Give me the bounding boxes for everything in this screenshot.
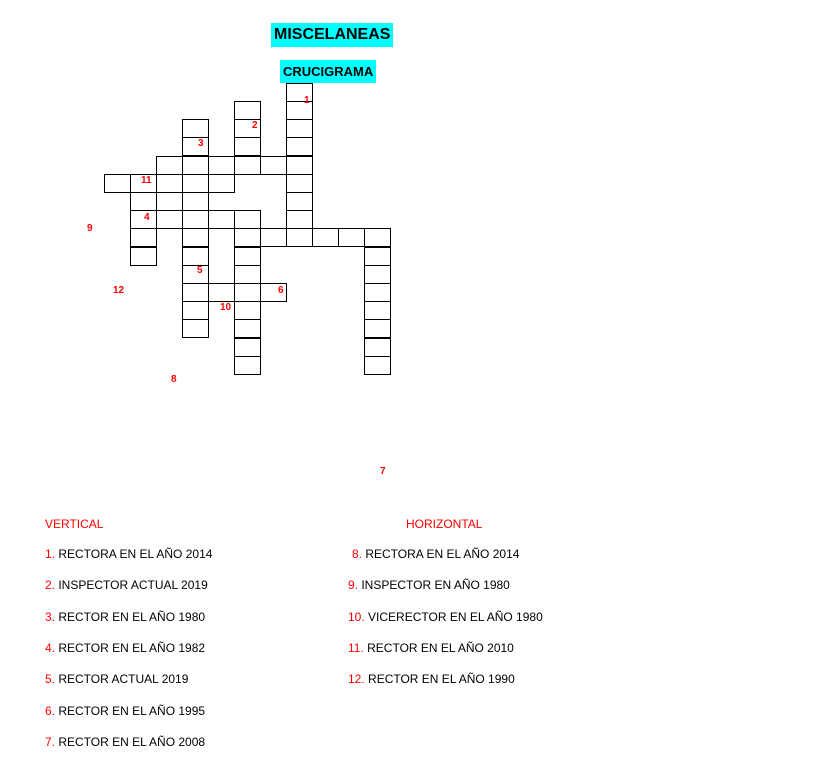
- crossword-cell[interactable]: [234, 228, 261, 247]
- clue-number-10: 10: [220, 302, 232, 313]
- crossword-cell[interactable]: [182, 283, 209, 302]
- crossword-cell[interactable]: [312, 228, 339, 247]
- crossword-cell[interactable]: [182, 265, 209, 284]
- crossword-cell[interactable]: [364, 228, 391, 247]
- clue-number-4: 4: [144, 212, 150, 223]
- page-title: MISCELANEAS: [271, 23, 393, 47]
- clue-number-7: 7: [380, 466, 386, 477]
- crossword-cell[interactable]: [130, 247, 157, 266]
- horizontal-clue: 11. RECTOR EN EL AÑO 2010: [348, 641, 514, 655]
- crossword-cell[interactable]: [364, 265, 391, 284]
- crossword-cell[interactable]: [234, 137, 261, 156]
- crossword-cell[interactable]: [234, 247, 261, 266]
- crossword-cell[interactable]: [182, 119, 209, 138]
- crossword-cell[interactable]: [364, 247, 391, 266]
- crossword-cell[interactable]: [182, 228, 209, 247]
- clue-number-9: 9: [87, 223, 93, 234]
- crossword-cell[interactable]: [286, 210, 313, 229]
- clue-number-5: 5: [197, 265, 203, 276]
- crossword-cell[interactable]: [234, 101, 261, 120]
- crossword-cell[interactable]: [208, 156, 235, 175]
- crossword-cell[interactable]: [286, 119, 313, 138]
- vertical-clue: 6. RECTOR EN EL AÑO 1995: [45, 704, 206, 718]
- vertical-clue: 7. RECTOR EN EL AÑO 2008: [45, 735, 206, 749]
- crossword-cell[interactable]: [208, 210, 235, 229]
- crossword-cell[interactable]: [286, 174, 313, 193]
- crossword-cell[interactable]: [182, 319, 209, 338]
- crossword-cell[interactable]: [182, 247, 209, 266]
- crossword-cell[interactable]: [234, 265, 261, 284]
- vertical-clue: 5. RECTOR ACTUAL 2019: [45, 672, 189, 686]
- crossword-cell[interactable]: [234, 319, 261, 338]
- crossword-cell[interactable]: [156, 156, 183, 175]
- crossword-cell[interactable]: [156, 174, 183, 193]
- crossword-cell[interactable]: [286, 228, 313, 247]
- horizontal-heading: HORIZONTAL: [406, 517, 483, 531]
- crossword-cell[interactable]: [208, 174, 235, 193]
- vertical-clue: 1. RECTORA EN EL AÑO 2014: [45, 547, 213, 561]
- crossword-cell[interactable]: [260, 156, 287, 175]
- crossword-cell[interactable]: [104, 174, 131, 193]
- clue-number-11: 11: [141, 175, 152, 186]
- vertical-clue: 2. INSPECTOR ACTUAL 2019: [45, 578, 208, 592]
- vertical-heading: VERTICAL: [45, 517, 104, 531]
- crossword-cell[interactable]: [234, 283, 261, 302]
- crossword-cell[interactable]: [156, 210, 183, 229]
- crossword-cell[interactable]: [364, 283, 391, 302]
- crossword-cell[interactable]: [182, 210, 209, 229]
- crossword-cell[interactable]: [234, 338, 261, 357]
- crossword-cell[interactable]: [286, 192, 313, 211]
- clue-number-1: 1: [304, 95, 310, 106]
- vertical-clue: 3. RECTOR EN EL AÑO 1980: [45, 610, 206, 624]
- clue-number-2: 2: [252, 120, 258, 131]
- horizontal-clue: 10. VICERECTOR EN EL AÑO 1980: [348, 610, 543, 624]
- crossword-cell[interactable]: [182, 174, 209, 193]
- page-subtitle: CRUCIGRAMA: [280, 60, 376, 83]
- crossword-cell[interactable]: [234, 356, 261, 375]
- crossword-cell[interactable]: [364, 338, 391, 357]
- crossword-cell[interactable]: [234, 156, 261, 175]
- crossword-cell[interactable]: [364, 319, 391, 338]
- crossword-cell[interactable]: [182, 301, 209, 320]
- clue-number-8: 8: [171, 374, 177, 385]
- crossword-cell[interactable]: [182, 156, 209, 175]
- crossword-cell[interactable]: [234, 210, 261, 229]
- horizontal-clue: 8. RECTORA EN EL AÑO 2014: [352, 547, 520, 561]
- crossword-cell[interactable]: [260, 228, 287, 247]
- crossword-cell[interactable]: [182, 137, 209, 156]
- crossword-cell[interactable]: [364, 301, 391, 320]
- crossword-cell[interactable]: [208, 283, 235, 302]
- horizontal-clue: 9. INSPECTOR EN AÑO 1980: [348, 578, 510, 592]
- crossword-cell[interactable]: [130, 192, 157, 211]
- clue-number-3: 3: [198, 138, 204, 149]
- crossword-cell[interactable]: [130, 228, 157, 247]
- crossword-cell[interactable]: [234, 301, 261, 320]
- crossword-cell[interactable]: [286, 137, 313, 156]
- crossword-cell[interactable]: [286, 156, 313, 175]
- horizontal-clue: 12. RECTOR EN EL AÑO 1990: [348, 672, 515, 686]
- clue-number-6: 6: [278, 285, 284, 296]
- crossword-cell[interactable]: [182, 192, 209, 211]
- crossword-cell[interactable]: [364, 356, 391, 375]
- crossword-cell[interactable]: [338, 228, 365, 247]
- clue-number-12: 12: [113, 285, 125, 296]
- vertical-clue: 4. RECTOR EN EL AÑO 1982: [45, 641, 206, 655]
